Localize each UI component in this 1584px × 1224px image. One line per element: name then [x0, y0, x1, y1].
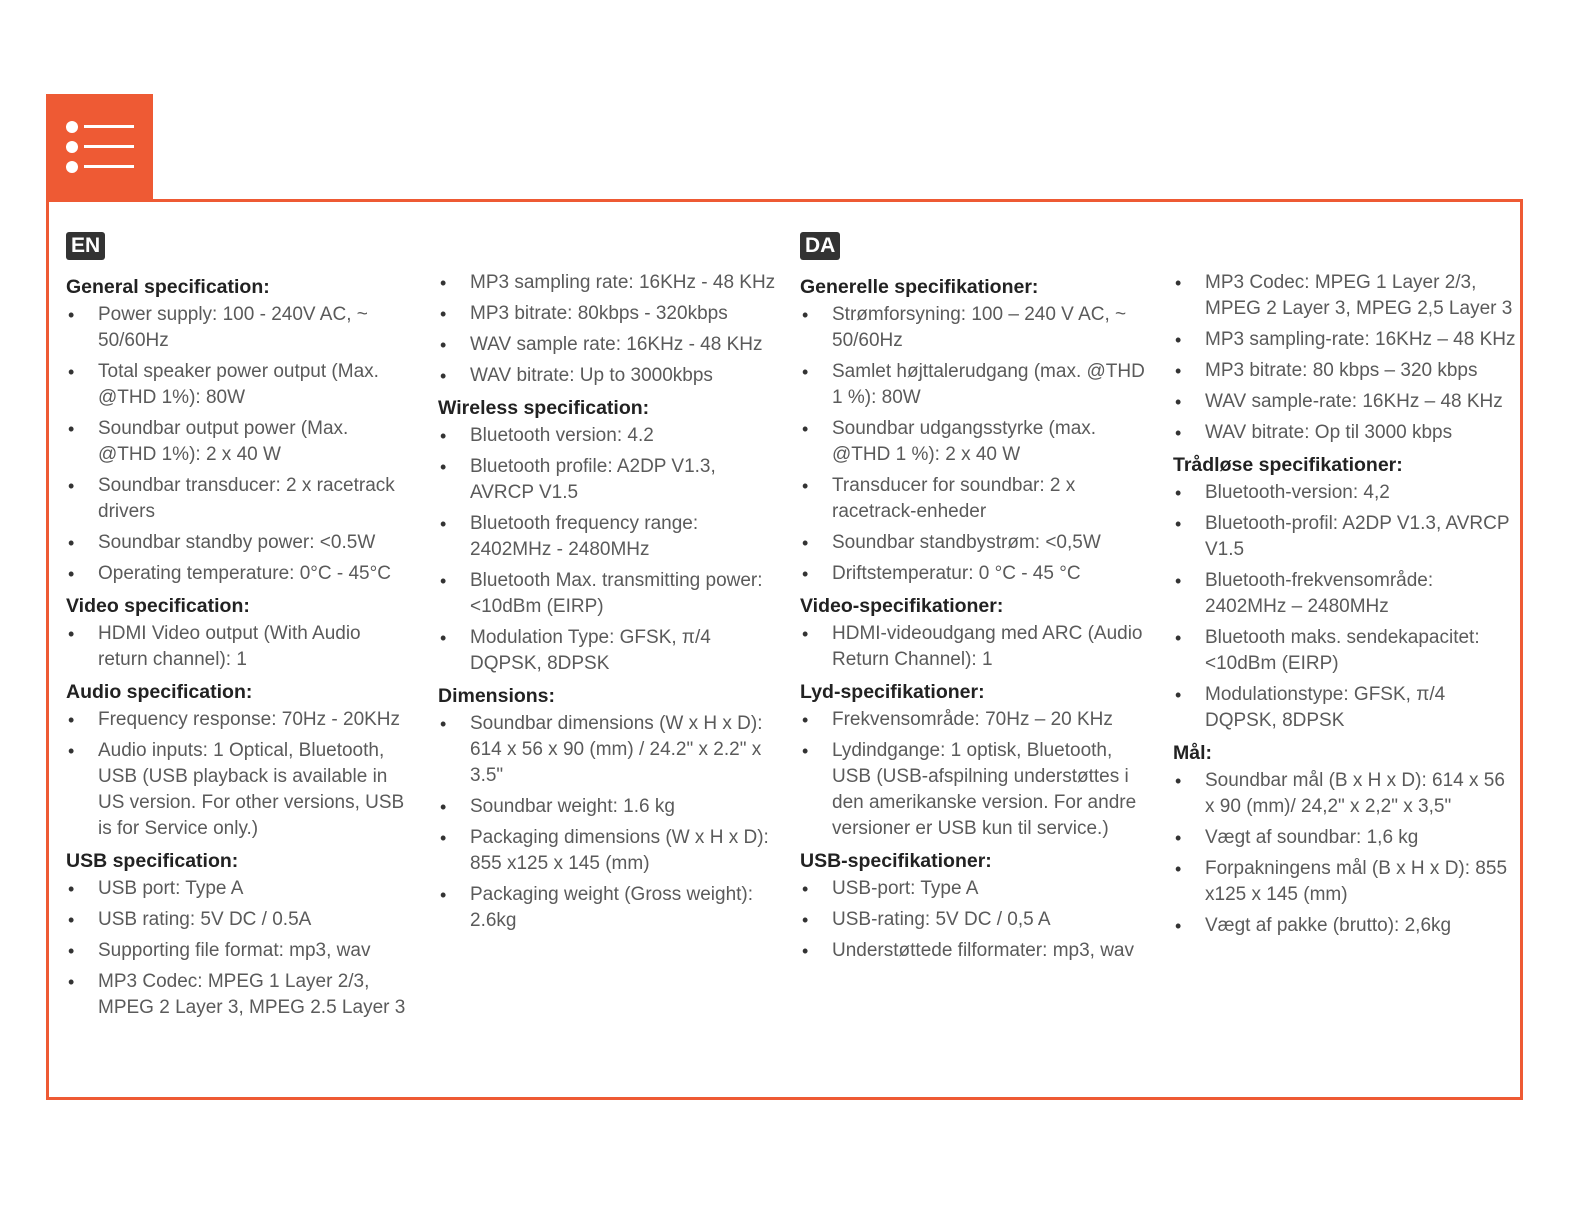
spec-item: • MP3 bitrate: 80 kbps – 320 kbps: [1173, 358, 1518, 384]
spec-item: • USB rating: 5V DC / 0.5A: [66, 907, 411, 933]
spec-item: • Bluetooth version: 4.2: [438, 423, 783, 449]
spec-item: • Modulationstype: GFSK, π/4 DQPSK, 8DPSK: [1173, 682, 1518, 734]
spec-item: • Soundbar output power (Max. @THD 1%): 2 x 40 W: [66, 416, 411, 468]
da-column-2: [1173, 270, 1518, 944]
spec-item: • Soundbar standbystrøm: <0,5W: [800, 530, 1145, 556]
da-column-1: [800, 232, 1145, 969]
spec-item: • Strømforsyning: 100 – 240 V AC, ~ 50/60Hz: [800, 302, 1145, 354]
list-icon-tab: [46, 94, 153, 202]
en-column-1: [66, 232, 411, 1026]
spec-item: • USB-rating: 5V DC / 0,5 A: [800, 907, 1145, 933]
spec-item: • Bluetooth-frekvensområde: 2402MHz – 2480MHz: [1173, 568, 1518, 620]
section-title: Wireless specification:: [438, 397, 650, 419]
spec-item: • Power supply: 100 - 240V AC, ~ 50/60Hz: [66, 302, 411, 354]
spec-item: • Vægt af pakke (brutto): 2,6kg: [1173, 913, 1518, 939]
section-title: Video specification:: [66, 595, 250, 617]
spec-item: • HDMI Video output (With Audio return channel): 1: [66, 621, 411, 673]
spec-item: • Samlet højttalerudgang (max. @THD 1 %): 80W: [800, 359, 1145, 411]
section-title: Video-specifikationer:: [800, 595, 1004, 617]
language-badge-en: EN: [66, 232, 105, 260]
section-title: Audio specification:: [66, 681, 253, 703]
section-title: Lyd-specifikationer:: [800, 681, 985, 703]
spec-list: [1173, 270, 1518, 446]
spec-item: • Driftstemperatur: 0 °C - 45 °C: [800, 561, 1145, 587]
spec-list: [800, 302, 1145, 587]
spec-item: • Supporting file format: mp3, wav: [66, 938, 411, 964]
section-title: Generelle specifikationer:: [800, 276, 1039, 298]
en-column-2: [438, 270, 783, 939]
spec-list: [1173, 768, 1518, 939]
spec-item: • Packaging dimensions (W x H x D): 855 x125 x 145 (mm): [438, 825, 783, 877]
spec-item: • Packaging weight (Gross weight): 2.6kg: [438, 882, 783, 934]
spec-item: • Operating temperature: 0°C - 45°C: [66, 561, 411, 587]
spec-item: • Soundbar dimensions (W x H x D): 614 x 56 x 90 (mm) / 24.2" x 2.2" x 3.5": [438, 711, 783, 789]
spec-item: • Vægt af soundbar: 1,6 kg: [1173, 825, 1518, 851]
spec-item: • USB port: Type A: [66, 876, 411, 902]
spec-item: • Bluetooth-version: 4,2: [1173, 480, 1518, 506]
spec-item: • Modulation Type: GFSK, π/4 DQPSK, 8DPSK: [438, 625, 783, 677]
spec-item: • Frequency response: 70Hz - 20KHz: [66, 707, 411, 733]
spec-item: • WAV sample-rate: 16KHz – 48 KHz: [1173, 389, 1518, 415]
spec-item: • MP3 sampling rate: 16KHz - 48 KHz: [438, 270, 783, 296]
spec-item: • Soundbar weight: 1.6 kg: [438, 794, 783, 820]
language-badge-da: DA: [800, 232, 840, 260]
spec-item: • Soundbar mål (B x H x D): 614 x 56 x 90 (mm)/ 24,2" x 2,2" x 3,5": [1173, 768, 1518, 820]
section-title: USB-specifikationer:: [800, 850, 992, 872]
spec-item: • Soundbar udgangsstyrke (max. @THD 1 %): 2 x 40 W: [800, 416, 1145, 468]
spec-item: • Transducer for soundbar: 2 x racetrack-enheder: [800, 473, 1145, 525]
spec-item: • MP3 bitrate: 80kbps - 320kbps: [438, 301, 783, 327]
spec-item: • WAV bitrate: Up to 3000kbps: [438, 363, 783, 389]
spec-item: • Soundbar transducer: 2 x racetrack drivers: [66, 473, 411, 525]
spec-list: [66, 876, 411, 1021]
spec-list: [438, 423, 783, 677]
section-title: USB specification:: [66, 850, 239, 872]
section-title: Mål:: [1173, 742, 1212, 764]
spec-item: • MP3 Codec: MPEG 1 Layer 2/3, MPEG 2 Layer 3, MPEG 2.5 Layer 3: [66, 969, 411, 1021]
spec-item: • Bluetooth maks. sendekapacitet: <10dBm (EIRP): [1173, 625, 1518, 677]
spec-list: [66, 621, 411, 673]
spec-item: • Total speaker power output (Max. @THD 1%): 80W: [66, 359, 411, 411]
section-title: Dimensions:: [438, 685, 556, 707]
spec-item: • USB-port: Type A: [800, 876, 1145, 902]
spec-item: • Frekvensområde: 70Hz – 20 KHz: [800, 707, 1145, 733]
section-title: General specification:: [66, 276, 270, 298]
spec-list: [438, 711, 783, 934]
spec-item: • HDMI-videoudgang med ARC (Audio Return Channel): 1: [800, 621, 1145, 673]
spec-list: [438, 270, 783, 389]
spec-item: • MP3 sampling-rate: 16KHz – 48 KHz: [1173, 327, 1518, 353]
spec-item: • Audio inputs: 1 Optical, Bluetooth, USB (USB playback is available in US version. For other versions, USB is for Service only.): [66, 738, 411, 842]
spec-item: • Forpakningens mål (B x H x D): 855 x125 x 145 (mm): [1173, 856, 1518, 908]
spec-list: [800, 707, 1145, 842]
spec-item: • WAV bitrate: Op til 3000 kbps: [1173, 420, 1518, 446]
spec-item: • WAV sample rate: 16KHz - 48 KHz: [438, 332, 783, 358]
spec-item: • Bluetooth frequency range: 2402MHz - 2480MHz: [438, 511, 783, 563]
spec-item: • Bluetooth Max. transmitting power: <10dBm (EIRP): [438, 568, 783, 620]
spec-item: • Soundbar standby power: <0.5W: [66, 530, 411, 556]
spec-list: [800, 876, 1145, 964]
spec-list: [66, 302, 411, 587]
section-title: Trådløse specifikationer:: [1173, 454, 1403, 476]
spec-item: • Understøttede filformater: mp3, wav: [800, 938, 1145, 964]
spec-list: [1173, 480, 1518, 734]
spec-item: • Lydindgange: 1 optisk, Bluetooth, USB (USB-afspilning understøttes i den amerikanske version. For andre versioner er USB kun til service.): [800, 738, 1145, 842]
spec-list: [800, 621, 1145, 673]
spec-item: • Bluetooth profile: A2DP V1.3, AVRCP V1.5: [438, 454, 783, 506]
spec-item: • MP3 Codec: MPEG 1 Layer 2/3, MPEG 2 Layer 3, MPEG 2,5 Layer 3: [1173, 270, 1518, 322]
spec-list: [66, 707, 411, 842]
spec-item: • Bluetooth-profil: A2DP V1.3, AVRCP V1.5: [1173, 511, 1518, 563]
